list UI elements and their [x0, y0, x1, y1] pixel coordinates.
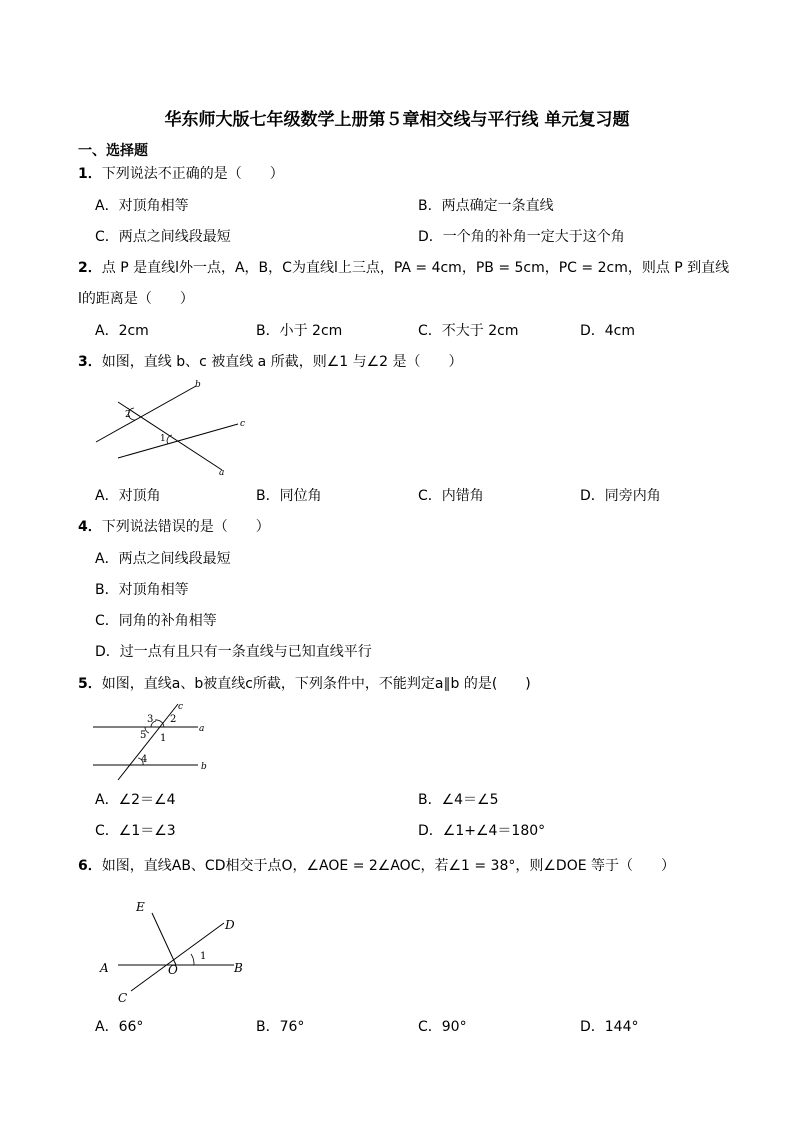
option-a: A．对顶角 [95, 488, 161, 504]
option-c: C．同角的补角相等 [95, 613, 217, 629]
label-b: b [201, 762, 207, 772]
section-heading: 一、选择题 [78, 143, 148, 159]
question-stem: 下列说法错误的是（ ） [101, 519, 270, 535]
option-c: C．内错角 [418, 488, 484, 504]
question-stem-line1: 点 P 是直线l外一点，A，B，C为直线l上三点，PA = 4cm，PB = 5cm，PC = 2cm，则点 P 到直线 [101, 260, 730, 276]
label-angle-2: 2 [170, 714, 177, 725]
option-b: B．∠4＝∠5 [418, 792, 499, 808]
figure-q3 [88, 378, 258, 480]
label-O: O [168, 963, 178, 977]
label-C: C [118, 991, 128, 1005]
line-CD [131, 923, 224, 991]
label-angle-2: 2 [125, 410, 131, 420]
option-a: A．对顶角相等 [95, 198, 189, 214]
ray-OE [152, 913, 176, 965]
option-b: B．小于 2cm [256, 323, 343, 339]
question-4 [78, 517, 270, 537]
label-c: c [240, 419, 246, 429]
option-a: A．∠2＝∠4 [95, 792, 176, 808]
question-number: 5． [78, 676, 102, 692]
label-A: A [100, 961, 109, 975]
option-c: C．90° [418, 1019, 467, 1035]
label-angle-3: 3 [147, 714, 154, 725]
question-stem: 如图，直线AB、CD相交于点O，∠AOE = 2∠AOC，若∠1 = 38°，则∠DOE 等于（ ） [101, 858, 676, 874]
label-angle-1: 1 [160, 733, 167, 744]
label-E: E [136, 900, 145, 914]
question-stem-line2: l的距离是（ ） [78, 291, 194, 307]
figure-q6 [96, 893, 256, 1008]
label-c: c [178, 702, 184, 712]
label-angle-5: 5 [140, 730, 147, 741]
option-a: A．2cm [95, 323, 149, 339]
option-a: A．两点之间线段最短 [95, 551, 231, 567]
label-a: a [199, 724, 205, 734]
label-angle-1: 1 [200, 951, 207, 962]
option-c: C．∠1＝∠3 [95, 823, 176, 839]
option-c: C．不大于 2cm [418, 323, 519, 339]
question-3 [78, 352, 463, 372]
question-stem: 如图，直线 b、c 被直线 a 所截，则∠1 与∠2 是（ ） [101, 354, 463, 370]
label-D: D [225, 918, 235, 932]
question-1 [78, 164, 284, 184]
question-number: 1． [78, 166, 102, 182]
figure-q5 [88, 700, 218, 782]
label-angle-1: 1 [160, 434, 166, 444]
option-d: D．同旁内角 [580, 488, 661, 504]
option-d: D．一个角的补角一定大于这个角 [418, 229, 625, 245]
option-d: D．144° [580, 1019, 639, 1035]
question-stem: 下列说法不正确的是（ ） [101, 166, 284, 182]
option-b: B．同位角 [256, 488, 322, 504]
option-d: D．过一点有且只有一条直线与已知直线平行 [95, 644, 372, 660]
option-d: D．∠1+∠4＝180° [418, 823, 546, 839]
question-6 [78, 856, 675, 876]
line-b [96, 386, 196, 442]
question-number: 6． [78, 858, 102, 874]
question-number: 4． [78, 519, 102, 535]
option-d: D．4cm [580, 323, 636, 339]
option-b: B．76° [256, 1019, 305, 1035]
question-5 [78, 674, 531, 694]
label-B: B [234, 961, 243, 975]
option-c: C．两点之间线段最短 [95, 229, 231, 245]
question-number: 3． [78, 354, 102, 370]
option-b: B．对顶角相等 [95, 582, 189, 598]
question-number: 2． [78, 260, 102, 276]
label-b: b [195, 380, 201, 390]
question-2 [78, 258, 729, 278]
question-stem: 如图，直线a、b被直线c所截，下列条件中，不能判定a∥b 的是( ) [101, 676, 531, 692]
label-a: a [219, 468, 225, 478]
option-b: B．两点确定一条直线 [418, 198, 554, 214]
page-title: 华东师大版七年级数学上册第５章相交线与平行线 单元复习题 [164, 110, 630, 130]
angle-arc-top [155, 720, 164, 727]
option-a: A．66° [95, 1019, 144, 1035]
label-angle-4: 4 [141, 754, 148, 765]
angle-1-arc [191, 954, 194, 965]
